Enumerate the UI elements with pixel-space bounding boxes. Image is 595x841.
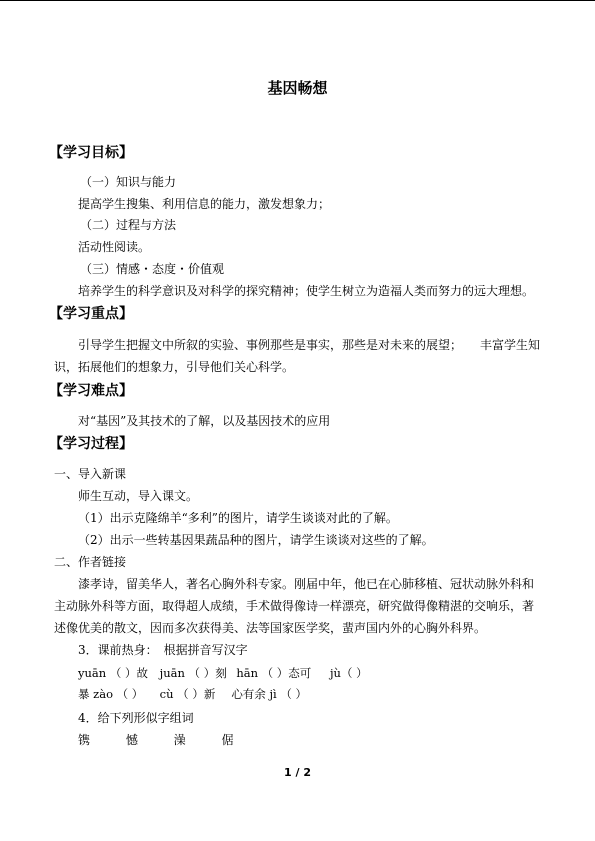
difficulties-text: 对“基因”及其技术的了解，以及基因技术的应用 — [78, 414, 331, 428]
author-line2: 主动脉外科等方面，取得超人成绩，手术做得像诗一样漂亮，研究做得像精湛的交响乐，著 — [54, 599, 535, 613]
similar-char: 倨 — [221, 733, 234, 747]
objective-emotion-label: （三）情感・态度・价值观 — [80, 262, 225, 276]
objective-knowledge-label: （一）知识与能力 — [80, 175, 177, 189]
similar-char: 憾 — [125, 733, 138, 747]
similar-char: 澡 — [173, 733, 186, 747]
pinyin-item: 暴 zào （ ） — [78, 687, 144, 701]
process-part1-title: 一、导入新课 — [54, 467, 127, 481]
process-part2-title: 二、作者链接 — [54, 555, 127, 569]
pinyin-item: yuān （ ）故 — [78, 666, 148, 680]
similar-char: 镌 — [78, 733, 91, 747]
heading-key-points: 【学习重点】 — [49, 306, 133, 322]
pinyin-item: jù（ ） — [329, 666, 368, 680]
heading-difficulties: 【学习难点】 — [49, 383, 133, 399]
page-title: 基因畅想 — [267, 79, 328, 97]
pinyin-item: cù （ ）新 — [159, 687, 216, 701]
page-number: 1 / 2 — [284, 766, 311, 779]
task3-title: 3．课前热身： 根据拼音写汉字 — [78, 643, 248, 657]
pinyin-item: juān （ ）刻 — [159, 666, 227, 680]
similar-chars-row — [78, 732, 265, 748]
pinyin-row-1 — [78, 665, 368, 681]
objective-emotion-text: 培养学生的科学意识及对科学的探究精神；使学生树立为造福人类而努力的远大理想。 — [78, 284, 535, 298]
author-line1: 漆孝诗，留美华人，著名心胸外科专家。刚届中年，他已在心肺移植、冠状动脉外科和 — [78, 577, 535, 591]
heading-objectives: 【学习目标】 — [49, 145, 133, 161]
pinyin-row-2 — [78, 686, 307, 702]
key-points-line1: 引导学生把握文中所叙的实验、事例那些是事实，那些是对未来的展望； 丰富学生知 — [78, 338, 541, 352]
objective-process-label: （二）过程与方法 — [80, 218, 177, 232]
author-line3: 述像优美的散文，因而多次获得美、法等国家医学奖，蜚声国内外的心胸外科界。 — [54, 621, 487, 635]
heading-process: 【学习过程】 — [49, 436, 133, 452]
process-part1-intro: 师生互动，导入课文。 — [78, 489, 199, 503]
key-points-line2: 识，拓展他们的想象力，引导他们关心科学。 — [54, 360, 295, 374]
task4-title: 4．给下列形似字组词 — [78, 711, 194, 725]
pinyin-item: 心有余 jì （ ） — [231, 687, 308, 701]
process-part1-item2: （2）出示一些转基因果蔬品种的图片，请学生谈谈对这些的了解。 — [78, 533, 434, 547]
pinyin-item: hān （ ）态可 — [236, 666, 312, 680]
objective-knowledge-text: 提高学生搜集、利用信息的能力，激发想象力； — [78, 197, 331, 211]
objective-process-text: 活动性阅读。 — [78, 240, 151, 254]
top-border-line — [0, 0, 595, 1]
process-part1-item1: （1）出示克隆绵羊“多利”的图片，请学生谈谈对此的了解。 — [78, 511, 398, 525]
